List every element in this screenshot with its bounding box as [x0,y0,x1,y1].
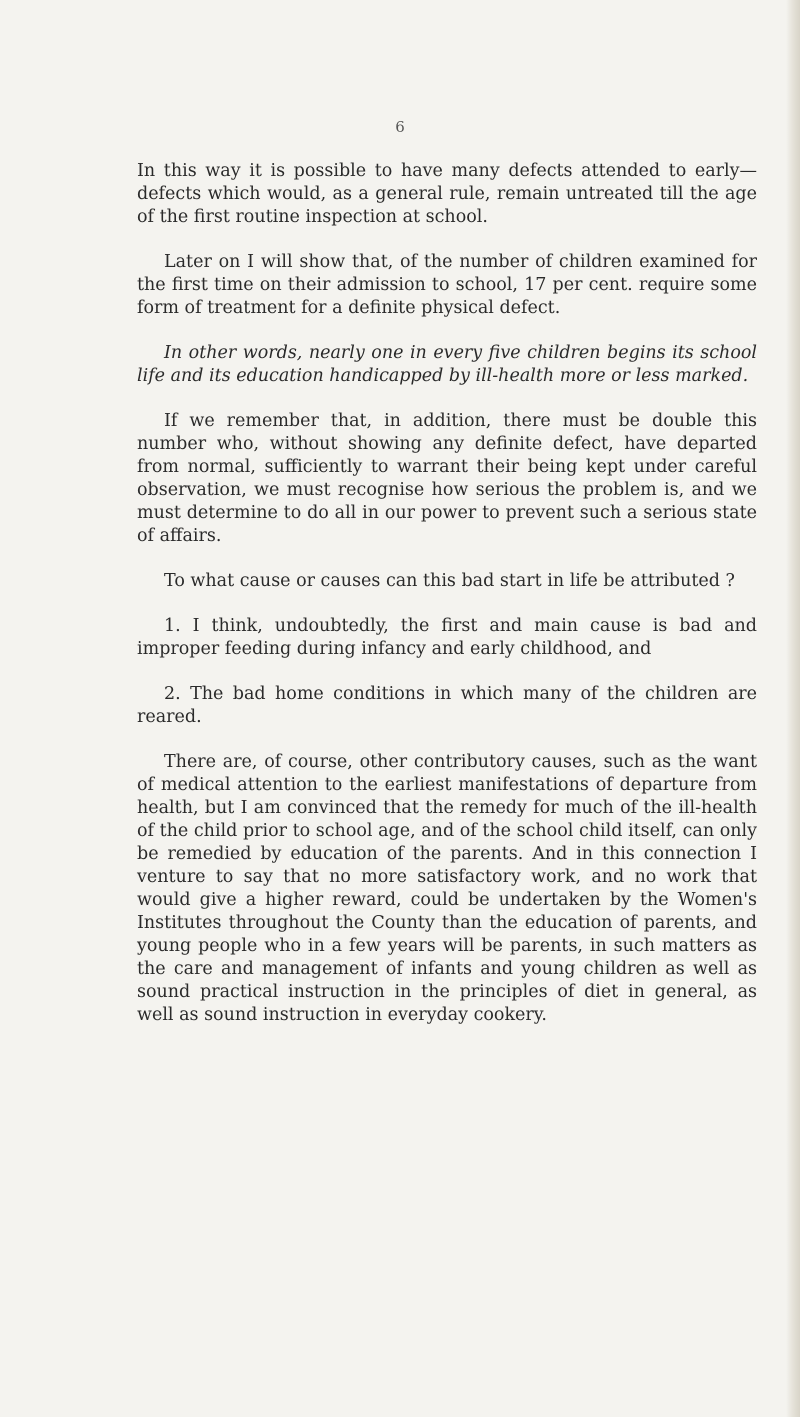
paragraph-cause-2: 2. The bad home conditions in which many of the children are reared. [137,684,757,727]
document-body [137,160,757,1049]
paragraph-emphasis: In other words, nearly one in every five children begins its school life and its education handicapped by ill-health more or less marked. [137,343,757,386]
paragraph-observation: If we remember that, in addition, there must be double this number who, without showing any definite defect, have departed from normal, sufficiently to warrant their being kept under careful observation, we must recognise how serious the problem is, and we must determine to do all in our power to prevent such a serious state of affairs. [137,411,757,546]
paragraph-education: There are, of course, other contributory causes, such as the want of medical attention to the earliest manifestations of departure from health, but I am convinced that the remedy for much of the ill-health of the child prior to school age, and of the school child itself, can only be remedied by education of the parents. And in this connection I venture to say that no more satisfactory work, and no work that would give a higher reward, could be undertaken by the Women's Institutes throughout the County than the education of parents, and young people who in a few years will be parents, in such matters as the care and management of infants and young children as well as sound practical instruction in the principles of diet in general, as well as sound instruction in everyday cookery. [137,752,757,1025]
paragraph-early-treatment: In this way it is possible to have many defects attended to early—defects which would, as a general rule, remain untreated till the age of the first routine inspection at school. [137,161,757,227]
paragraph-statistics: Later on I will show that, of the number of children examined for the first time on their admission to school, 17 per cent. require some form of treatment for a definite physical defect. [137,252,757,318]
paragraph-question: To what cause or causes can this bad start in life be attributed ? [164,571,735,591]
page-edge-shadow [786,0,800,1417]
paragraph-cause-1: 1. I think, undoubtedly, the first and main cause is bad and improper feeding during infancy and early childhood, and [137,616,757,659]
page-number: 6 [395,118,405,136]
